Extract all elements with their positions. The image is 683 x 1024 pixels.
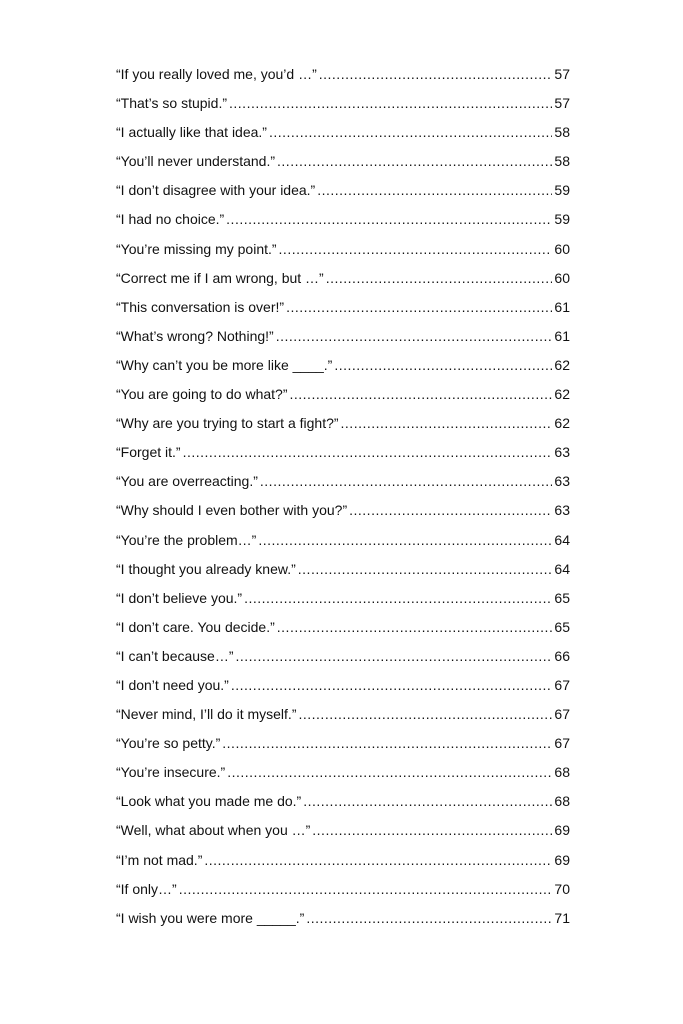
toc-entry[interactable] <box>116 584 570 613</box>
dot-leader <box>236 642 553 671</box>
dot-leader <box>258 526 552 555</box>
toc-entry[interactable] <box>116 758 570 787</box>
toc-entry-page: 63 <box>554 502 570 519</box>
toc-entry[interactable] <box>116 293 570 322</box>
toc-entry[interactable] <box>116 642 570 671</box>
toc-entry[interactable] <box>116 438 570 467</box>
toc-entry-page: 69 <box>554 851 570 868</box>
toc-entry-title: “I thought you already knew.” <box>116 560 296 577</box>
toc-entry[interactable] <box>116 729 570 758</box>
dot-leader <box>204 846 552 875</box>
toc-entry-title: “You’re the problem…” <box>116 531 257 548</box>
toc-entry[interactable] <box>116 904 570 933</box>
dot-leader <box>229 89 552 118</box>
dot-leader <box>326 264 553 293</box>
dot-leader <box>276 322 553 351</box>
toc-entry-title: “I had no choice.” <box>116 211 225 228</box>
dot-leader <box>312 816 552 845</box>
toc-entry-page: 66 <box>554 647 570 664</box>
toc-entry-title: “I actually like that idea.” <box>116 124 267 141</box>
toc-entry-title: “Why can’t you be more like ____.” <box>116 356 333 373</box>
toc-entry[interactable] <box>116 875 570 904</box>
toc-entry-page: 64 <box>554 531 570 548</box>
toc-entry[interactable] <box>116 555 570 584</box>
toc-entry-page: 67 <box>554 676 570 693</box>
toc-entry-title: “I don’t disagree with your idea.” <box>116 182 316 199</box>
toc-entry[interactable] <box>116 496 570 525</box>
toc-entry-title: “I don’t need you.” <box>116 676 229 693</box>
toc-entry[interactable] <box>116 671 570 700</box>
toc-entry-page: 65 <box>554 589 570 606</box>
toc-entry[interactable] <box>116 235 570 264</box>
dot-leader <box>290 380 553 409</box>
toc-entry[interactable] <box>116 787 570 816</box>
toc-entry[interactable] <box>116 380 570 409</box>
toc-entry-page: 57 <box>554 66 570 82</box>
toc-entry-title: “That’s so stupid.” <box>116 95 228 112</box>
dot-leader <box>317 176 552 205</box>
toc-entry[interactable] <box>116 846 570 875</box>
dot-leader <box>179 875 553 904</box>
toc-entry-title: “I wish you were more _____.” <box>116 909 305 926</box>
toc-entry-page: 62 <box>554 415 570 432</box>
toc-entry-title: “I don’t believe you.” <box>116 589 243 606</box>
toc-entry-page: 63 <box>554 444 570 461</box>
dot-leader <box>277 613 553 642</box>
dot-leader <box>286 293 552 322</box>
table-of-contents <box>116 60 570 933</box>
dot-leader <box>244 584 552 613</box>
dot-leader <box>226 205 552 234</box>
toc-entry-title: “Look what you made me do.” <box>116 793 302 810</box>
dot-leader <box>334 351 552 380</box>
toc-entry-page: 64 <box>554 560 570 577</box>
toc-entry-page: 57 <box>554 95 570 112</box>
toc-entry-title: “You’re insecure.” <box>116 764 226 781</box>
toc-entry[interactable] <box>116 526 570 555</box>
toc-entry-title: “You’re so petty.” <box>116 735 221 752</box>
toc-entry-page: 68 <box>554 793 570 810</box>
dot-leader <box>303 787 552 816</box>
toc-entry-page: 68 <box>554 764 570 781</box>
dot-leader <box>298 555 553 584</box>
toc-entry-page: 61 <box>554 298 570 315</box>
toc-entry[interactable] <box>116 700 570 729</box>
toc-entry-page: 69 <box>554 822 570 839</box>
dot-leader <box>298 700 552 729</box>
toc-entry-page: 58 <box>554 124 570 141</box>
dot-leader <box>319 60 553 89</box>
toc-entry-page: 62 <box>554 386 570 403</box>
toc-entry-page: 63 <box>554 473 570 490</box>
toc-entry[interactable] <box>116 264 570 293</box>
toc-entry[interactable] <box>116 322 570 351</box>
toc-entry-title: “Why are you trying to start a fight?” <box>116 415 339 432</box>
toc-entry[interactable] <box>116 467 570 496</box>
dot-leader <box>277 147 552 176</box>
toc-entry[interactable] <box>116 147 570 176</box>
toc-entry[interactable] <box>116 60 570 89</box>
toc-entry[interactable] <box>116 409 570 438</box>
toc-entry-title: “Why should I even bother with you?” <box>116 502 348 519</box>
dot-leader <box>269 118 552 147</box>
toc-entry-title: “Well, what about when you …” <box>116 822 311 839</box>
toc-entry[interactable] <box>116 176 570 205</box>
toc-entry[interactable] <box>116 118 570 147</box>
toc-entry[interactable] <box>116 816 570 845</box>
toc-entry-page: 70 <box>554 880 570 897</box>
toc-entry-page: 59 <box>554 182 570 199</box>
toc-entry-title: “You’ll never understand.” <box>116 153 276 170</box>
toc-entry-page: 65 <box>554 618 570 635</box>
toc-entry-title: “I don’t care. You decide.” <box>116 618 275 635</box>
toc-entry[interactable] <box>116 89 570 118</box>
dot-leader <box>306 904 552 933</box>
toc-entry[interactable] <box>116 205 570 234</box>
dot-leader <box>231 671 553 700</box>
toc-entry-title: “You are overreacting.” <box>116 473 258 490</box>
toc-entry-title: “What’s wrong? Nothing!” <box>116 327 274 344</box>
toc-entry-page: 71 <box>554 909 570 926</box>
toc-entry-title: “Forget it.” <box>116 444 181 461</box>
toc-entry-title: “I can’t because…” <box>116 647 234 664</box>
toc-entry-title: “You’re missing my point.” <box>116 240 277 257</box>
toc-entry-title: “I’m not mad.” <box>116 851 203 868</box>
toc-entry-page: 61 <box>554 327 570 344</box>
toc-entry[interactable] <box>116 351 570 380</box>
dot-leader <box>349 496 552 525</box>
toc-entry-page: 59 <box>554 211 570 228</box>
toc-entry-page: 67 <box>554 706 570 723</box>
toc-entry-page: 58 <box>554 153 570 170</box>
toc-entry-page: 62 <box>554 356 570 373</box>
dot-leader <box>227 758 552 787</box>
toc-entry-title: “You are going to do what?” <box>116 386 288 403</box>
dot-leader <box>279 235 553 264</box>
dot-leader <box>183 438 553 467</box>
toc-entry-title: “Correct me if I am wrong, but …” <box>116 269 324 286</box>
toc-entry[interactable] <box>116 613 570 642</box>
toc-entry-title: “Never mind, I’ll do it myself.” <box>116 706 297 723</box>
dot-leader <box>341 409 553 438</box>
dot-leader <box>260 467 553 496</box>
toc-entry-page: 60 <box>554 269 570 286</box>
toc-entry-title: “If you really loved me, you’d …” <box>116 66 317 82</box>
toc-entry-page: 67 <box>554 735 570 752</box>
toc-entry-page: 60 <box>554 240 570 257</box>
dot-leader <box>222 729 552 758</box>
toc-entry-title: “If only…” <box>116 880 177 897</box>
toc-entry-title: “This conversation is over!” <box>116 298 285 315</box>
